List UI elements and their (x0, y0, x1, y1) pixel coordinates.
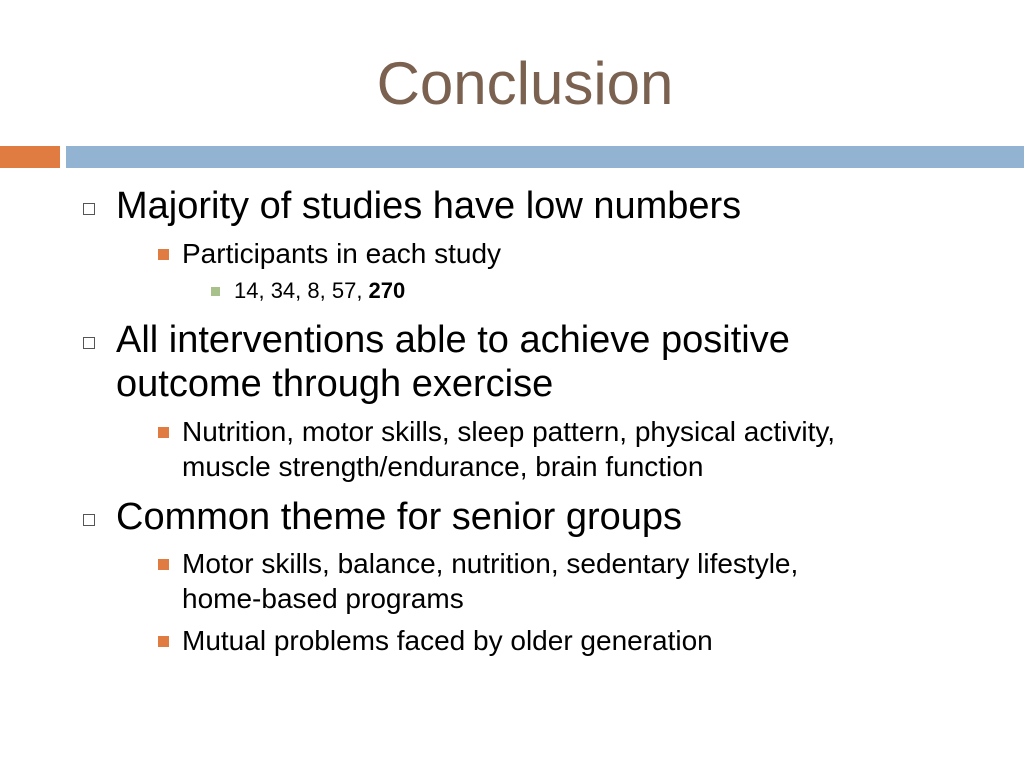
page-title: Conclusion (376, 50, 674, 117)
bullet-3-text: Common theme for senior groups (116, 496, 683, 538)
bullet-3-1-line-2: home-based programs (182, 583, 464, 614)
square-bullet-icon (158, 559, 169, 570)
hollow-square-bullet-icon (83, 514, 95, 526)
bullet-3-1-line-1: Motor skills, balance, nutrition, sedentary lifestyle, (182, 548, 799, 579)
square-bullet-icon (211, 287, 220, 296)
square-bullet-icon (158, 427, 169, 438)
square-bullet-icon (158, 636, 169, 647)
bullet-2-line-2: outcome through exercise (116, 363, 554, 405)
bullet-1-text: Majority of studies have low numbers (116, 185, 742, 227)
bullet-2-line-1: All interventions able to achieve positive (116, 319, 790, 361)
bullet-1-1-1-text: 14, 34, 8, 57, (234, 278, 369, 303)
bullet-1-1-1-bold-value: 270 (368, 278, 406, 303)
bullet-3-2-text: Mutual problems faced by older generation (182, 625, 713, 656)
bullet-2-1-line-1: Nutrition, motor skills, sleep pattern, physical activity, (182, 416, 836, 447)
bullet-1-1-text: Participants in each study (182, 238, 502, 269)
square-bullet-icon (158, 249, 169, 260)
bullet-1-1-1 (234, 277, 405, 305)
bullet-2-1-line-2: muscle strength/endurance, brain function (182, 451, 704, 482)
hollow-square-bullet-icon (83, 337, 95, 349)
hollow-square-bullet-icon (83, 203, 95, 215)
